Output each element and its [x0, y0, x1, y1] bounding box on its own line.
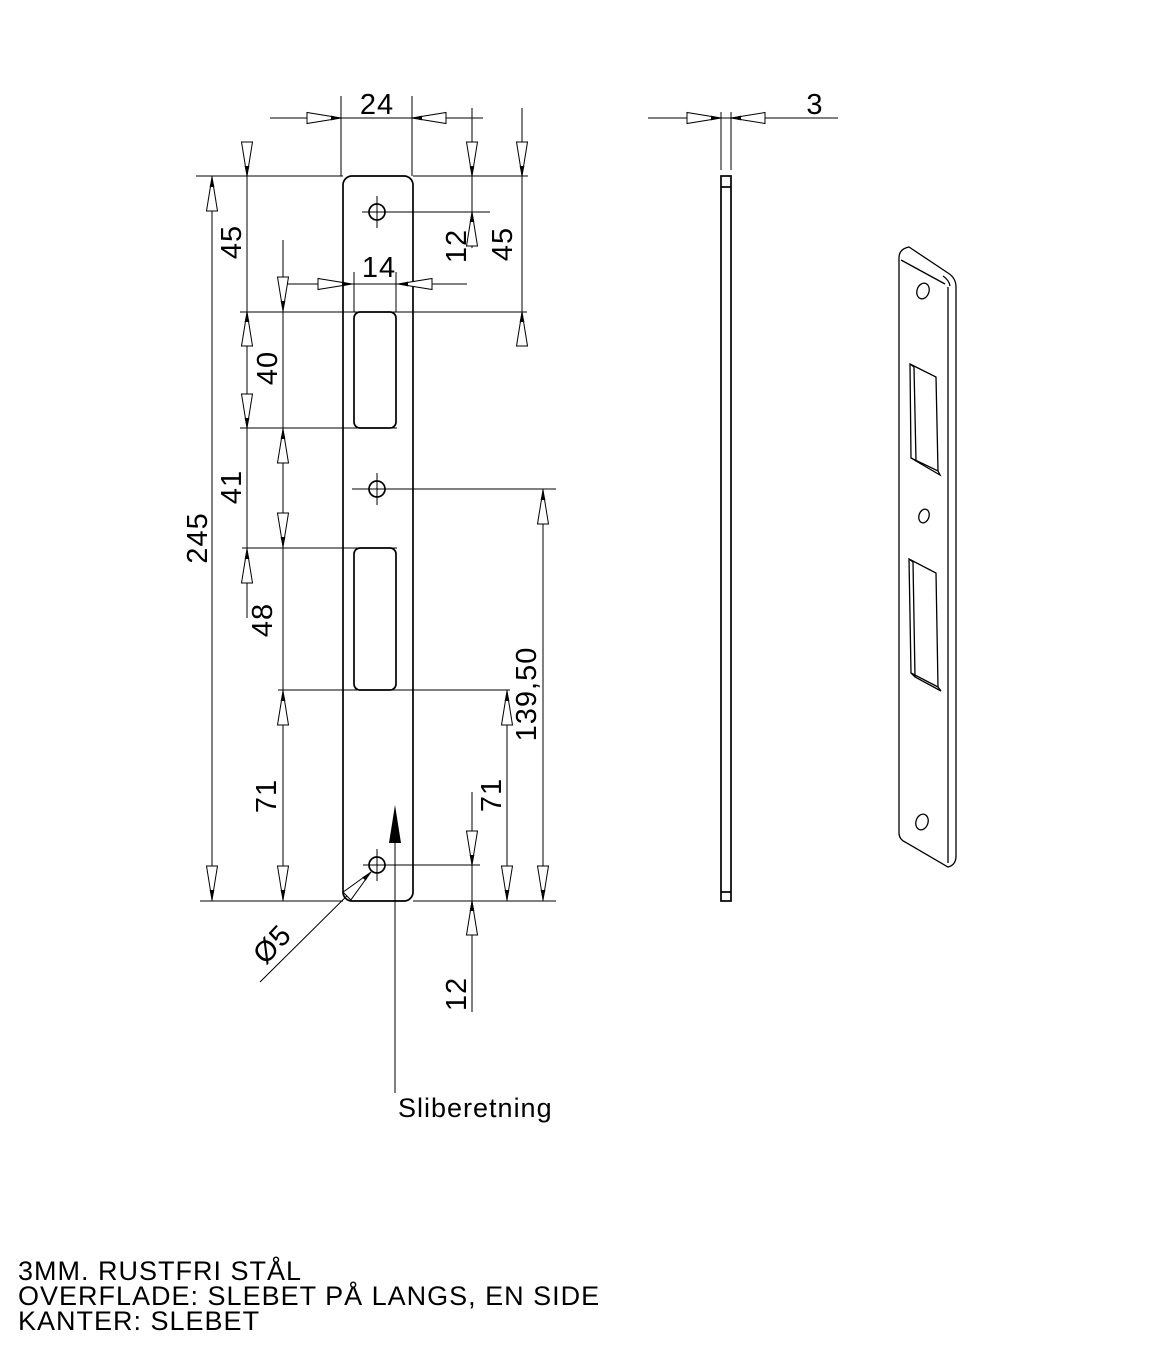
dim-slot1-height: 40 — [252, 350, 284, 386]
dim-slot-width: 14 — [361, 252, 397, 284]
dim-plate-height: 245 — [182, 512, 214, 564]
note-material: 3MM. RUSTFRI STÅL — [18, 1256, 303, 1286]
dim-plate-width: 24 — [359, 89, 395, 121]
dim-slot2-height: 48 — [247, 602, 279, 638]
note-edges: KANTER: SLEBET — [18, 1306, 261, 1336]
dim-mid-hole-from-bottom: 139,50 — [511, 646, 543, 742]
dim-hole-top-offset: 12 — [441, 228, 473, 264]
dim-top-to-slot1: 45 — [216, 224, 248, 260]
dim-thickness: 3 — [806, 89, 824, 121]
grinding-direction-label: Sliberetning — [398, 1093, 553, 1123]
note-surface: OVERFLADE: SLEBET PÅ LANGS, EN SIDE — [18, 1281, 601, 1311]
dim-hole-bottom-offset: 12 — [441, 976, 473, 1012]
dim-slot1-to-slot2: 41 — [216, 469, 248, 505]
dim-hole-diameter: Ø5 — [247, 918, 299, 971]
dim-slot2-to-bottom-left: 71 — [251, 778, 283, 814]
dim-slot2-to-bottom-right: 71 — [476, 777, 508, 813]
dim-top-to-slot1-right: 45 — [487, 226, 519, 262]
